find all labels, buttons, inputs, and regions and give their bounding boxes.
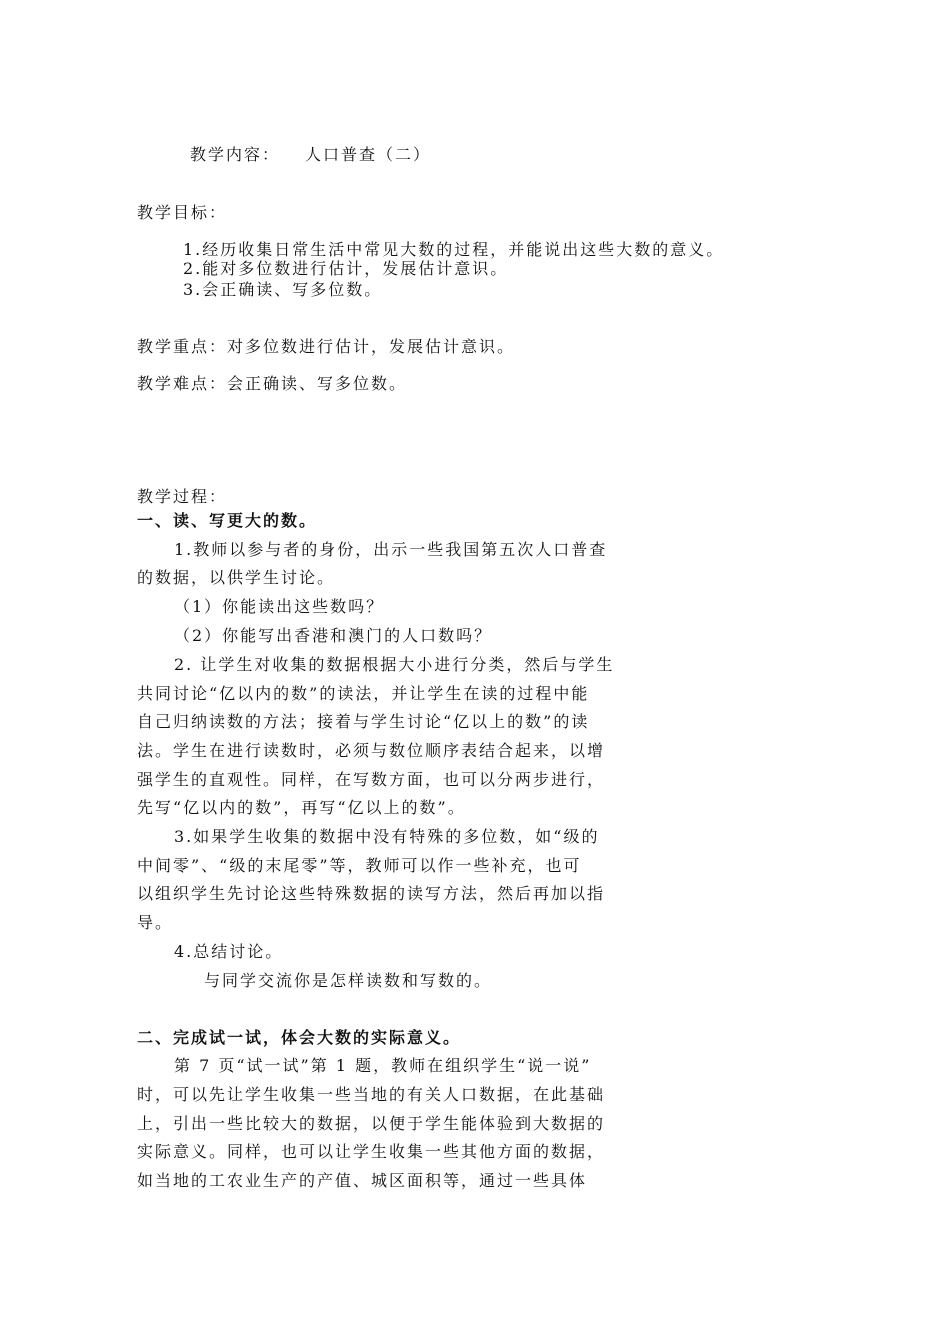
paragraph-line: 第 7 页“试一试”第 1 题，教师在组织学生“说一说” — [174, 1056, 592, 1075]
objective-item-3: 3.会正确读、写多位数。 — [183, 280, 383, 299]
objectives-label: 教学目标： — [137, 203, 228, 222]
paragraph-line: 的数据，以供学生讨论。 — [137, 568, 336, 587]
process-label: 教学过程： — [137, 487, 228, 506]
paragraph-line: 4.总结讨论。 — [174, 942, 284, 961]
paragraph-line: 以组织学生先讨论这些特殊数据的读写方法，然后再加以指 — [137, 884, 606, 903]
paragraph-line: 实际意义。同样，也可以让学生收集一些其他方面的数据， — [137, 1142, 606, 1161]
key-point: 教学重点：对多位数进行估计，发展估计意识。 — [137, 337, 516, 356]
paragraph-line: 2. 让学生对收集的数据根据大小进行分类，然后与学生 — [174, 655, 615, 674]
paragraph-line: 1.教师以参与者的身份，出示一些我国第五次人口普查 — [174, 540, 608, 559]
objective-item-1: 1.经历收集日常生活中常见大数的过程，并能说出这些大数的意义。 — [183, 240, 725, 259]
paragraph-line: 与同学交流你是怎样读数和写数的。 — [204, 971, 493, 990]
paragraph-line: 法。学生在进行读数时，必须与数位顺序表结合起来，以增 — [137, 741, 606, 760]
paragraph-line: 时，可以先让学生收集一些当地的有关人口数据，在此基础 — [137, 1085, 606, 1104]
paragraph-line: 中间零”、“级的末尾零”等，教师可以作一些补充，也可 — [137, 856, 582, 875]
paragraph-line: 导。 — [137, 913, 174, 932]
paragraph-line: 强学生的直观性。同样，在写数方面，也可以分两步进行， — [137, 770, 606, 789]
paragraph-line: 如当地的工农业生产的产值、城区面积等，通过一些具体 — [137, 1171, 588, 1190]
paragraph-line: 先写“亿以内的数”，再写“亿以上的数”。 — [137, 798, 466, 817]
paragraph-line: （2）你能写出香港和澳门的人口数吗？ — [174, 626, 493, 645]
objective-item-2: 2.能对多位数进行估计，发展估计意识。 — [183, 259, 509, 278]
paragraph-line: 3.如果学生收集的数据中没有特殊的多位数，如“级的 — [174, 827, 600, 846]
paragraph-line: 共同讨论“亿以内的数”的读法，并让学生在读的过程中能 — [137, 684, 590, 703]
content-label: 教学内容： — [190, 145, 281, 164]
paragraph-line: 自己归纳读数的方法；接着与学生讨论“亿以上的数”的读 — [137, 712, 590, 731]
content-title: 人口普查（二） — [305, 145, 432, 164]
paragraph-line: 上，引出一些比较大的数据，以便于学生能体验到大数据的 — [137, 1114, 606, 1133]
paragraph-line: （1）你能读出这些数吗？ — [174, 597, 385, 616]
difficulty: 教学难点：会正确读、写多位数。 — [137, 374, 408, 393]
section-heading-2: 二、完成试一试，体会大数的实际意义。 — [137, 1028, 462, 1047]
section-heading-1: 一、读、写更大的数。 — [137, 511, 318, 530]
